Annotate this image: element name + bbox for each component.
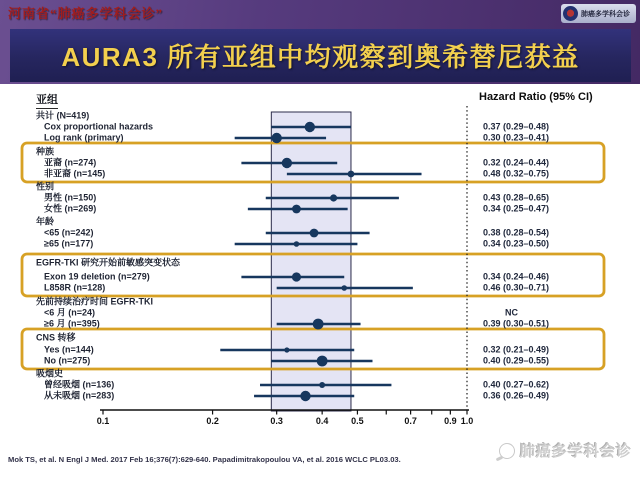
- hr-value: 0.34 (0.25–0.47): [483, 203, 550, 214]
- slide-title: AURA3 所有亚组中均观察到奥希替尼获益: [61, 42, 580, 72]
- hr-point: [305, 122, 315, 132]
- hr-column-header: Hazard Ratio (95% CI): [479, 91, 593, 103]
- watermark-logo-icon: [499, 443, 515, 459]
- citation: Mok TS, et al. N Engl J Med. 2017 Feb 16;376(7):629-640. Papadimitrakopoulou VA, et al. 2016 WCLC PL03.03.: [8, 455, 401, 464]
- subgroup-label: <6 月 (n=24): [44, 307, 96, 318]
- hr-value: 0.40 (0.27–0.62): [483, 379, 550, 390]
- subgroup-label: 非亚裔 (n=145): [44, 168, 106, 179]
- hr-value: 0.43 (0.28–0.65): [483, 192, 550, 203]
- hr-value: 0.34 (0.24–0.46): [483, 271, 550, 282]
- watermark: [499, 440, 632, 461]
- subgroup-label: 从未吸烟 (n=283): [44, 390, 115, 401]
- subgroup-group-label: 性别: [36, 181, 55, 192]
- subgroup-label: 曾经吸烟 (n=136): [44, 379, 115, 390]
- subgroup-label: L858R (n=128): [44, 282, 106, 293]
- overall-ci-band: [271, 112, 351, 411]
- subgroup-group-label: 年龄: [36, 216, 55, 227]
- hr-point: [348, 171, 355, 178]
- subgroup-label: Log rank (primary): [44, 132, 124, 143]
- logo-text: 肺癌多学科会诊: [581, 10, 630, 18]
- subgroup-column-header: 亚组: [36, 91, 58, 109]
- subgroup-label: Cox proportional hazards: [44, 121, 154, 132]
- hr-point: [292, 272, 301, 281]
- subgroup-label: ≥6 月 (n=395): [44, 318, 100, 329]
- subgroup-group-label: 种族: [36, 146, 55, 157]
- hr-point: [294, 241, 300, 247]
- hr-value: NC: [505, 307, 518, 318]
- hr-value: 0.34 (0.23–0.50): [483, 238, 550, 249]
- subgroup-group-label: CNS 转移: [36, 332, 76, 343]
- x-tick-label: 1.0: [460, 416, 474, 426]
- hr-point: [319, 382, 325, 388]
- hr-point: [271, 133, 281, 143]
- x-tick-label: 0.7: [404, 416, 417, 426]
- subgroup-group-label: 共计 (N=419): [36, 110, 90, 121]
- subgroup-label: Yes (n=144): [44, 344, 94, 355]
- hr-point: [282, 158, 292, 168]
- hr-value: 0.32 (0.24–0.44): [483, 157, 550, 168]
- subgroup-group-label: EGFR-TKI 研究开始前敏感突变状态: [36, 257, 180, 268]
- hr-point: [317, 356, 328, 367]
- subgroup-label: Exon 19 deletion (n=279): [44, 271, 150, 282]
- hr-value: 0.32 (0.21–0.49): [483, 344, 550, 355]
- subgroup-label: 女性 (n=269): [44, 203, 97, 214]
- subgroup-label: 男性 (n=150): [44, 192, 97, 203]
- x-tick-label: 0.3: [270, 416, 283, 426]
- hr-value: 0.39 (0.30–0.51): [483, 318, 550, 329]
- x-tick-label: 0.9: [444, 416, 457, 426]
- subgroup-label: 亚裔 (n=274): [44, 157, 97, 168]
- hr-value: 0.30 (0.23–0.41): [483, 132, 550, 143]
- subgroup-label: No (n=275): [44, 355, 91, 366]
- x-tick-label: 0.1: [96, 416, 110, 426]
- hr-value: 0.38 (0.28–0.54): [483, 227, 550, 238]
- hr-value: 0.48 (0.32–0.75): [483, 168, 550, 179]
- x-tick-label: 0.4: [315, 416, 329, 426]
- hr-point: [284, 347, 289, 352]
- hr-value: 0.37 (0.29–0.48): [483, 121, 550, 132]
- hr-point: [310, 229, 319, 238]
- subgroup-label: <65 (n=242): [44, 227, 94, 238]
- hr-point: [292, 205, 301, 214]
- hr-point: [300, 391, 310, 401]
- subgroup-group-label: 先前持续治疗时间 EGFR-TKI: [36, 296, 153, 307]
- hr-point: [341, 285, 347, 291]
- subgroup-group-label: 吸烟史: [36, 368, 64, 379]
- hr-point: [330, 194, 337, 201]
- hr-value: 0.46 (0.30–0.71): [483, 282, 550, 293]
- watermark-text: 肺癌多学科会诊: [519, 443, 632, 460]
- subgroup-label: ≥65 (n=177): [44, 238, 94, 249]
- x-tick-label: 0.2: [206, 416, 219, 426]
- hr-value: 0.40 (0.29–0.55): [483, 355, 550, 366]
- hr-point: [313, 319, 324, 330]
- hr-value: 0.36 (0.26–0.49): [483, 390, 550, 401]
- x-tick-label: 0.5: [351, 416, 364, 426]
- org-title: 河南省“肺癌多学科会诊”: [8, 6, 164, 21]
